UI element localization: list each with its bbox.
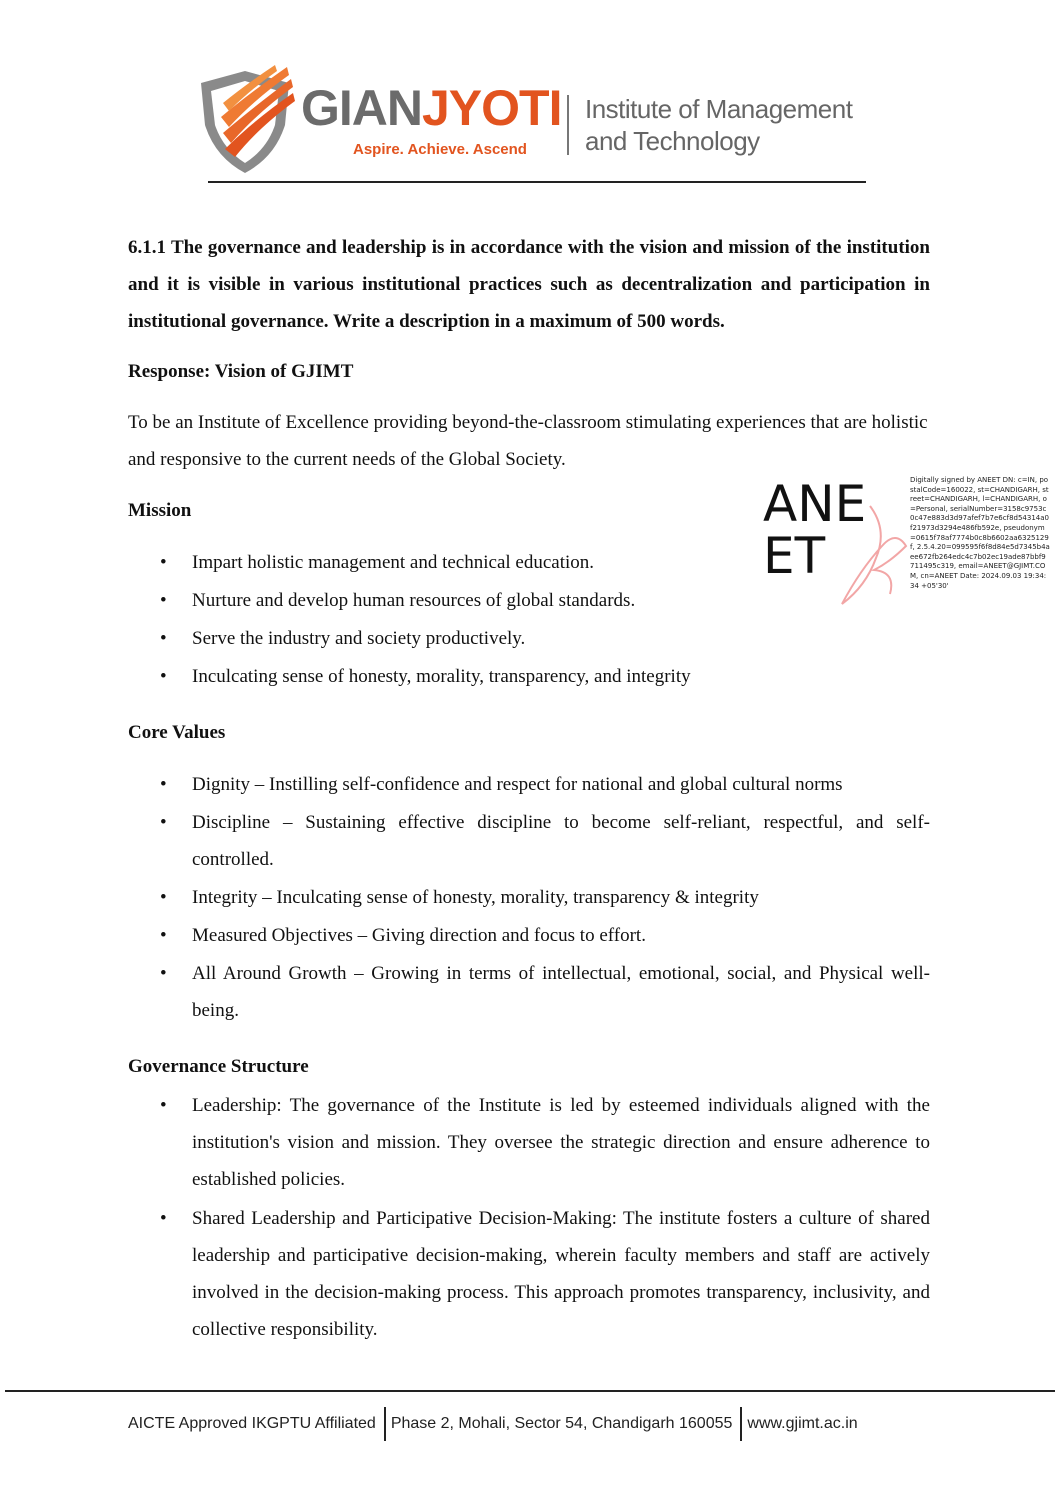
list-item: • Serve the industry and society productively. <box>128 620 930 658</box>
institute-logo <box>195 65 875 180</box>
list-item: • Measured Objectives – Giving direction and focus to effort. <box>128 917 930 955</box>
shield-wing-icon <box>195 65 295 177</box>
footer-address: Phase 2, Mohali, Sector 54, Chandigarh 160055 <box>390 1415 733 1432</box>
footer-separator <box>384 1407 386 1441</box>
footer-rule <box>5 1390 1055 1392</box>
list-item: • Dignity – Instilling self-confidence and respect for national and global cultural norms <box>128 766 930 804</box>
list-item: • Shared Leadership and Participative Decision-Making: The institute fosters a culture of shared leadership and participative decision-making, wherein faculty members and staff are actively involved in the decision-making process. This approach promotes transparency, inclusivity, and collective responsibility. <box>128 1200 930 1348</box>
footer-website: www.gjimt.ac.in <box>747 1415 858 1432</box>
list-item: • Discipline – Sustaining effective discipline to become self-reliant, respectful, and self-controlled. <box>128 804 930 878</box>
institute-name-line1: Institute of Management <box>585 94 853 124</box>
governance-list <box>128 1087 930 1350</box>
header-rule <box>208 181 866 183</box>
core-values-heading: Core Values <box>128 722 226 743</box>
brand-tagline: Aspire. Achieve. Ascend <box>353 141 527 158</box>
vision-text: To be an Institute of Excellence providing beyond-the-classroom stimulating experiences that are holistic and responsive to the current needs of the Global Society. <box>128 412 928 470</box>
logo-divider <box>567 95 569 155</box>
institute-name-line2: and Technology <box>585 126 760 156</box>
governance-heading: Governance Structure <box>128 1056 309 1077</box>
list-item: • Integrity – Inculcating sense of honesty, morality, transparency & integrity <box>128 879 930 917</box>
digital-signature <box>760 470 1050 610</box>
list-item: • Leadership: The governance of the Institute is led by esteemed individuals aligned with the institution's vision and mission. They oversee the strategic direction and ensure adherence to established policies. <box>128 1087 930 1198</box>
criterion-question: 6.1.1 The governance and leadership is in accordance with the vision and mission of the institution and it is visible in various institutional practices such as decentralization and participation in institutional governance. Write a description in a maximum of 500 words. <box>128 237 930 332</box>
brand-name <box>301 80 562 136</box>
mission-heading: Mission <box>128 500 192 521</box>
vision-heading: Response: Vision of GJIMT <box>128 361 354 382</box>
list-item: • Impart holistic management and technical education. <box>128 544 930 582</box>
core-values-list <box>128 766 930 1030</box>
signature-details: Digitally signed by ANEET DN: c=IN, postalCode=160022, st=CHANDIGARH, street=CHANDIGARH, l=CHANDIGARH, o=Personal, serialNumber=3158c9753c0c47e883d3d97afef7b7e6cf8d54314a0f21973d3294e486fb592e, pseudonym=0615f78af7774b0c8b6602aa6325129f, 2.5.4.20=099595f6f8d84e5d7345b4aee672fb264edc4c7b02ec19ade87bbf9711495c319, email=ANEET@GJIMT.COM, cn=ANEET Date: 2024.09.03 19:34:34 +05'30' <box>910 476 1050 590</box>
brand-name-part2: JYOTI <box>422 80 562 136</box>
institute-name <box>585 93 852 157</box>
footer-separator <box>740 1407 742 1441</box>
list-item: • Nurture and develop human resources of global standards. <box>128 582 930 620</box>
page-footer <box>128 1407 858 1441</box>
list-item: • All Around Growth – Growing in terms of intellectual, emotional, social, and Physical well-being. <box>128 955 930 1029</box>
signer-name: ANEET <box>763 475 867 585</box>
footer-affiliation: AICTE Approved IKGPTU Affiliated <box>128 1415 376 1432</box>
list-item: • Inculcating sense of honesty, morality, transparency, and integrity <box>128 658 930 696</box>
brand-name-part1: GIAN <box>301 80 422 136</box>
